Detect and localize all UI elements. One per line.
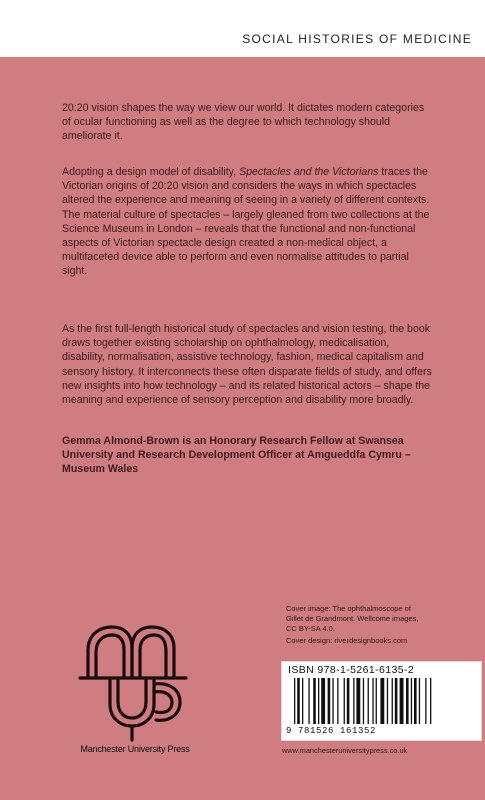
blurb-paragraph-3: As the first full-length historical study of spectacles and vision testing, the book draws together existing scholarship on ophthalmology, medicalisation, disability, normalisation, assistive technology, fashion, medical capitalism and sensory history. It interconnects these often disparate fields of study, and offers new insights into how technology – and its related historical actors – shape the meaning and experience of sensory perception and disability more broadly.	[62, 323, 432, 407]
author-bio: Gemma Almond-Brown is an Honorary Research Fellow at Swansea University and Research Development Officer at Amgueddfa Cymru – Museum Wales	[62, 435, 411, 476]
series-title: SOCIAL HISTORIES OF MEDICINE	[242, 32, 472, 46]
cover-credits	[286, 604, 466, 646]
book-title: Spectacles and the Victorians	[239, 166, 379, 178]
credit-design: Cover design: riverdesignbooks.com	[286, 636, 408, 645]
credit-image-line-2: Gillet de Grandmont. Wellcome images,	[286, 614, 419, 623]
blurb-paragraph-2	[62, 165, 432, 279]
mup-logo-icon	[70, 618, 200, 743]
barcode-number: 9 781526 161352	[286, 726, 377, 736]
credit-image-line-1: Cover image: The ophthalmoscope of	[286, 604, 411, 613]
credit-image-line-3: CC BY-SA 4.0.	[286, 624, 335, 633]
barcode-box	[281, 661, 482, 741]
series-header	[0, 0, 485, 58]
blurb-paragraph-2-rest: traces the Victorian origins of 20:20 vision and considers the ways in which spectacles altered the experience and meaning of seeing in a variety of different contexts. The material culture of spectacles – largely gleaned from two collections at the Science Museum in London – reveals that the functional and non-functional aspects of Victorian spectacle design created a non-medical object, a multifaceted device able to perform and even normalise attitudes to partial sight.	[62, 166, 430, 278]
blurb-paragraph-1: 20:20 vision shapes the way we view our world. It dictates modern categories of ocular functioning as well as the degree to which technology should ameliorate it.	[62, 102, 425, 143]
barcode-bars	[292, 678, 472, 728]
publisher-name: Manchester University Press	[80, 744, 190, 754]
publisher-website: www.manchesteruniversitypress.co.uk	[282, 746, 408, 755]
blurb-paragraph-2-start: Adopting a design model of disability,	[62, 166, 240, 178]
isbn-text: ISBN 978-1-5261-6135-2	[288, 664, 415, 676]
